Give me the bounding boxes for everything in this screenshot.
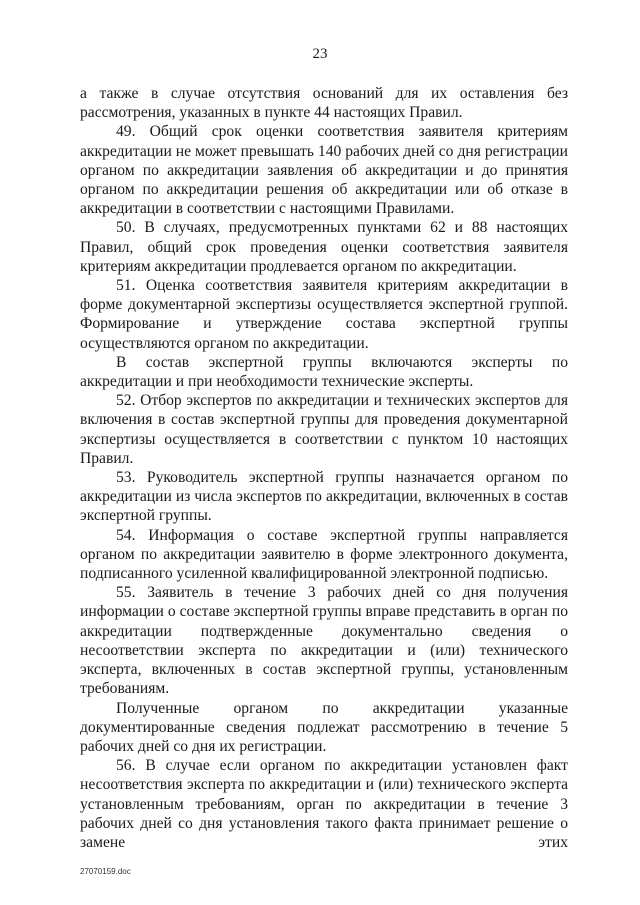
paragraph-54: 54. Информация о составе экспертной группы направляется органом по аккредитации заявителю в форме электронного документа, подписанного усиленной квалифицированной электронной подписью. xyxy=(80,526,568,583)
paragraph-50: 50. В случаях, предусмотренных пунктами 62 и 88 настоящих Правил, общий срок проведения оценки соответствия заявителя критериям аккредитации продлевается органом по аккредитации. xyxy=(80,219,568,275)
paragraph-continuation: а также в случае отсутствия оснований для их оставления без рассмотрения, указанных в пункте 44 настоящих Правил. xyxy=(80,85,568,122)
paragraph-55: 55. Заявитель в течение 3 рабочих дней со дня получения информации о составе экспертной группы вправе представить в орган по аккредитации подтвержденные документально сведения о несоответствии эксперта по аккредитации и (или) технического эксперта, включенных в состав экспертной группы, установленным требованиям. xyxy=(80,584,568,698)
document-body xyxy=(80,84,568,852)
paragraph-56: 56. В случае если органом по аккредитации установлен факт несоответствия эксперта по аккредитации и (или) технического эксперта установленным требованиям, орган по аккредитации в течение 3 рабочих дней со дня установления такого факта принимает решение о замене этих xyxy=(80,757,568,851)
paragraph-52: 52. Отбор экспертов по аккредитации и технических экспертов для включения в состав экспертной группы для проведения документарной экспертизы осуществляется в соответствии с пунктом 10 настоящих Правил. xyxy=(80,392,568,467)
page-number: 23 xyxy=(312,46,328,62)
document-file-code: 27070159.doc xyxy=(80,867,131,876)
paragraph-55-continued: Полученные органом по аккредитации указанные документированные сведения подлежат рассмотрению в течение 5 рабочих дней со дня их регистрации. xyxy=(80,699,568,755)
paragraph-49: 49. Общий срок оценки соответствия заявителя критериям аккредитации не может превышать 140 рабочих дней со дня регистрации органом по аккредитации заявления об аккредитации и до принятия органом по аккредитации решения об аккредитации или об отказе в аккредитации в соответствии с настоящими Правилами. xyxy=(80,123,568,218)
paragraph-51: 51. Оценка соответствия заявителя критериям аккредитации в форме документарной экспертизы осуществляется экспертной группой. Формирование и утверждение состава экспертной группы осуществляются органом по аккредитации. xyxy=(80,277,568,352)
paragraph-51-continued: В состав экспертной группы включаются эксперты по аккредитации и при необходимости технические эксперты. xyxy=(80,353,568,391)
paragraph-53: 53. Руководитель экспертной группы назначается органом по аккредитации из числа экспертов по аккредитации, включенных в состав экспертной группы. xyxy=(80,469,568,525)
